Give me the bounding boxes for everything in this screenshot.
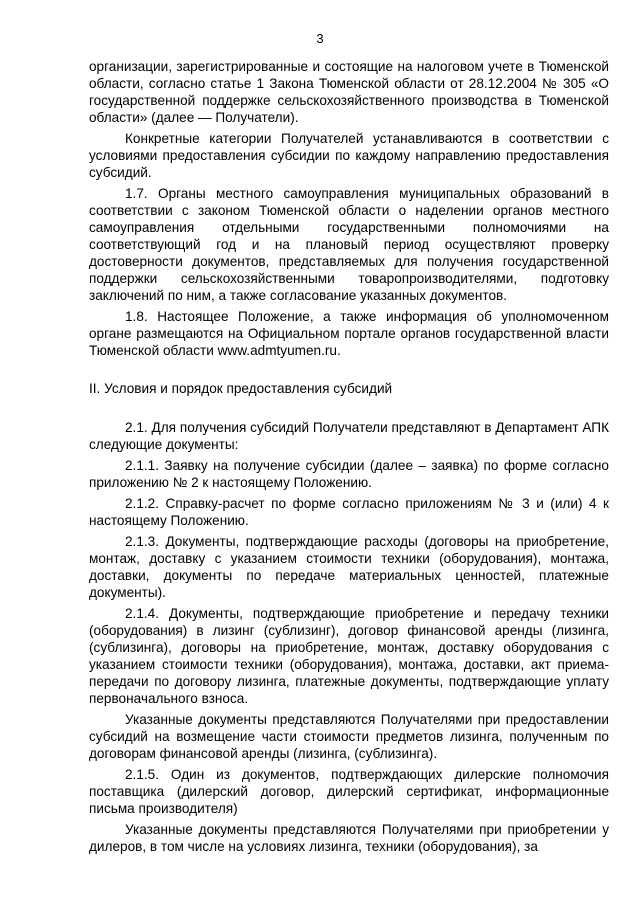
paragraph-2-1: 2.1. Для получения субсидий Получатели представляют в Департамент АПК следующие документы: xyxy=(89,420,609,452)
paragraph-1-8: 1.8. Настоящее Положение, а также информация об уполномоченном органе размещаются на Официальном портале органов государственной власти Тюменской области www.admtyumen.ru. xyxy=(89,309,609,358)
paragraph-2-1-4: 2.1.4. Документы, подтверждающие приобретение и передачу техники (оборудования) в лизинг (сублизинг), договор финансовой аренды (лизинга, (сублизинга), договоры на приобретение, монтаж, доставку оборудования с указанием стоимости техники (оборудования), монтажа, доставки, акт приема-передачи по договору лизинга, платежные документы, подтверждающие уплату первоначального взноса. xyxy=(89,606,609,706)
paragraph-2-1-1: 2.1.1. Заявку на получение субсидии (далее – заявка) по форме согласно приложению № 2 к настоящему Положению. xyxy=(89,458,609,490)
section-heading: II. Условия и порядок предоставления субсидий xyxy=(89,381,393,396)
paragraph-2-1-2: 2.1.2. Справку-расчет по форме согласно приложениям № 3 и (или) 4 к настоящему Положению. xyxy=(89,496,609,528)
paragraph-recipient-categories: Конкретные категории Получателей устанавливаются в соответствии с условиями предоставления субсидии по каждому направлению предоставления субсидий. xyxy=(89,131,609,180)
paragraph-2-1-3: 2.1.3. Документы, подтверждающие расходы (договоры на приобретение, монтаж, доставку с указанием стоимости техники (оборудования), монтажа, доставки, документы по передаче материальных ценностей, платежные документы). xyxy=(89,534,609,600)
paragraph-2-1-5: 2.1.5. Один из документов, подтверждающих дилерские полномочия поставщика (дилерский договор, дилерский сертификат, информационные письма производителя) xyxy=(89,767,609,816)
paragraph-1-7: 1.7. Органы местного самоуправления муниципальных образований в соответствии с законом Тюменской области о наделении органов местного самоуправления отдельными государственными полномочиями на соответствующий год и на плановый период осуществляют проверку достоверности документов, представляемых для получения государственной поддержки сельскохозяйственными товаропроизводителями, подготовку заключений по ним, а также согласование указанных документов. xyxy=(89,186,609,303)
page-number: 3 xyxy=(316,31,324,46)
paragraph-recipients: организации, зарегистрированные и состоящие на налоговом учете в Тюменской области, согласно статье 1 Закона Тюменской области от 28.12.2004 № 305 «О государственной поддержке сельскохозяйственного производства в Тюменской области» (далее — Получатели). xyxy=(89,59,609,125)
paragraph-leasing-note: Указанные документы представляются Получателями при предоставлении субсидий на возмещение части стоимости предметов лизинга, полученным по договорам финансовой аренды (лизинга, (сублизинга). xyxy=(89,712,609,761)
document-body xyxy=(89,58,609,859)
paragraph-dealer-note: Указанные документы представляются Получателями при приобретении у дилеров, в том числе на условиях лизинга, техники (оборудования), за xyxy=(89,822,609,854)
